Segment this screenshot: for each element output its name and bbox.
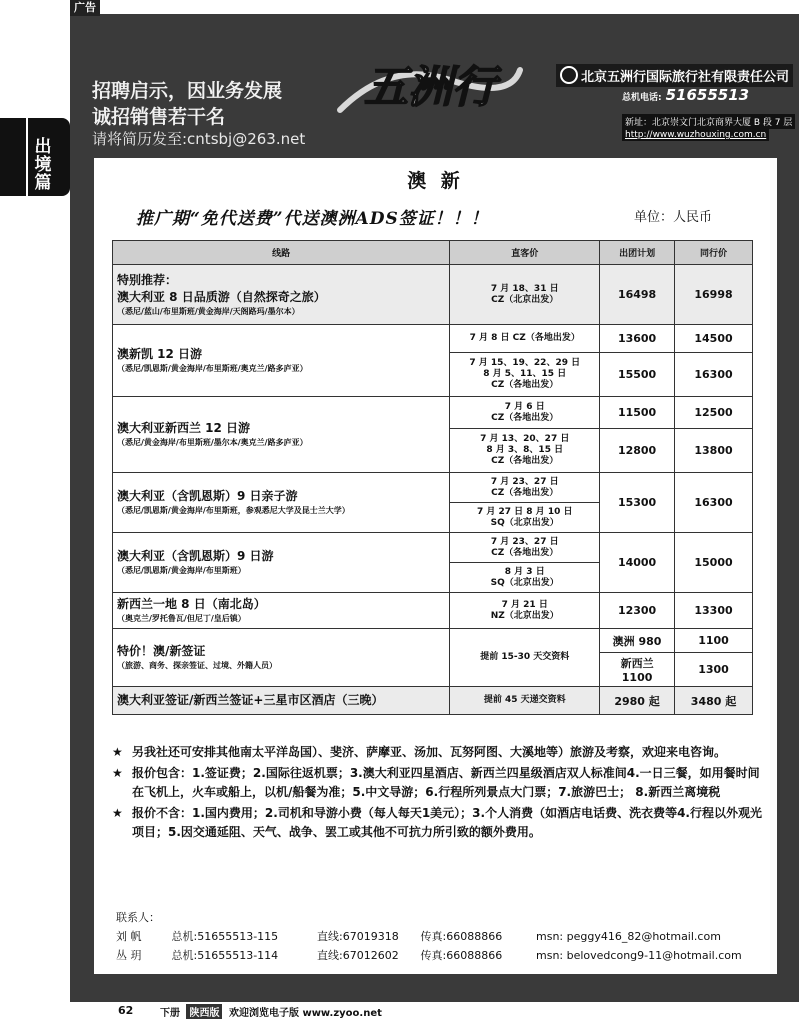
schedule-price: 11500 [600,397,675,429]
contact-fax: 传真:66088866 [420,930,503,943]
trade-price: 1300 [675,653,753,687]
contact-main-phone[interactable]: 总机:51655513-114 [171,949,279,962]
contact-direct-phone[interactable]: 直线:67012602 [317,949,399,962]
note-item [112,764,762,802]
table-row [113,687,753,715]
trade-price: 13800 [675,429,753,473]
side-tab-frame [0,108,28,208]
departure-carrier: SQ（北京出发） [490,577,559,588]
route-cell [113,397,450,473]
departure-cell [450,593,600,629]
route-itinerary: （悉尼/凯恩斯/黄金海岸/布里斯班，参观悉尼大学及昆士兰大学） [117,506,350,515]
route-itinerary: （悉尼/凯恩斯/黄金海岸/布里斯班） [117,566,246,575]
trade-price: 12500 [675,397,753,429]
price-label: 新西兰 [620,657,654,670]
page-number: 62 [118,1004,134,1017]
departure-dates: 7 月 21 日 [501,599,548,610]
route-cell [113,265,450,325]
recruit-line-1: 招聘启示，因业务发展 [92,80,283,102]
col-header-schedule: 出团计划 [600,241,675,265]
route-title: 澳大利亚（含凯恩斯）9 日亲子游 [117,489,298,503]
departure-carrier: NZ（北京出发） [490,610,559,621]
route-itinerary: （悉尼/黄金海岸/布里斯班/墨尔本/奥克兰/路多庐亚） [117,438,308,447]
route-cell [113,533,450,593]
ad-tag: 广告 [70,0,100,16]
departure-dates: 7 月 6 日 [504,401,545,412]
contact-name: 刘 帆 [116,930,142,943]
schedule-price: 15300 [600,473,675,533]
departure-dates: 7 月 15、19、22、29 日 [469,358,581,368]
route-title: 特价！澳/新签证 [117,644,206,658]
contact-msn[interactable]: msn: belovedcong9-11@hotmail.com [536,949,742,962]
table-row [113,473,753,503]
price-value: 1100 [621,671,653,684]
departure-cell: 提前 15-30 天交资料 [450,629,600,687]
table-row [113,533,753,563]
route-cell [113,629,450,687]
route-title: 特别推荐： [117,272,178,287]
schedule-price: 12800 [600,429,675,473]
table-row [113,397,753,429]
table-row [113,593,753,629]
promo-headline: 推广期“免代送费”代送澳洲ADS签证！！！ [136,209,489,229]
departure-carrier: SQ（北京出发） [490,517,559,528]
currency-unit: 单位：人民币 [634,210,713,225]
address: 新址：北京崇文门北京商界大厦 B 段 7 层 [622,114,795,129]
departure-dates: 7 月 18、31 日 [490,283,559,294]
departure-carrier: CZ（各地出发） [491,547,559,558]
contact-row [116,946,742,965]
route-title: 澳新凯 12 日游 [117,347,203,361]
footer-label: 下册 [160,1008,180,1019]
departure-carrier: CZ（各地出发） [491,456,559,466]
departure-cell [450,533,600,563]
section-side-tab [0,118,70,196]
route-cell [113,473,450,533]
star-icon: ★ [112,766,123,780]
table-row [113,325,753,353]
departure-cell: 7 月 8 日 CZ（各地出发） [450,325,600,353]
schedule-price: 13600 [600,325,675,353]
contact-main-phone[interactable]: 总机:51655513-115 [171,930,279,943]
route-itinerary: （奥克兰/罗托鲁瓦/但尼丁/皇后镇） [117,614,246,623]
route-title: 澳大利亚 8 日品质游（自然探奇之旅） [117,289,326,304]
departure-carrier: CZ（北京出发） [491,294,559,305]
contact-msn[interactable]: msn: peggy416_82@hotmail.com [536,930,721,943]
departure-cell [450,473,600,503]
footer-edition-box: 陕西版 [186,1004,222,1019]
col-header-trade-price: 同行价 [675,241,753,265]
schedule-price: 2980 起 [600,687,675,715]
departure-cell: 提前 45 天递交资料 [450,687,600,715]
departure-carrier: CZ（各地出发） [491,412,559,423]
company-name [556,64,793,87]
company-name-text: 北京五洲行国际旅行社有限责任公司 [581,70,790,85]
phone-block [622,86,749,104]
trade-price: 15000 [675,533,753,593]
schedule-price [600,653,675,687]
recruit-line-2: 诚招销售若干名 [92,106,226,128]
table-row [113,265,753,325]
trade-price: 13300 [675,593,753,629]
contacts-label: 联系人： [116,911,160,924]
note-text: 报价不含：1.国内费用；2.司机和导游小费（每人每天1美元）；3.个人消费（如酒店电话费、洗衣费等4.行程以外观光项目；5.因交通延阻、天气、战争、罢工或其他不可抗力所引致的额外费用。 [132,806,762,839]
route-price-table [112,240,753,715]
col-header-retail-price: 直客价 [450,241,600,265]
content-panel [94,158,777,974]
contact-direct-phone[interactable]: 直线:67019318 [317,930,399,943]
destination-title: 澳 新 [407,170,464,192]
col-header-route: 线路 [113,241,450,265]
departure-cell [450,397,600,429]
route-cell [113,593,450,629]
departure-dates: 7 月 23、27 日 [490,536,559,547]
departure-cell [450,503,600,533]
route-itinerary: （悉尼/蓝山/布里斯班/黄金海岸/天阁路玛/墨尔本） [117,306,300,316]
trade-price: 1100 [675,629,753,653]
departure-cell [450,265,600,325]
departure-dates: 8 月 3 日 [504,566,545,577]
trade-price: 16300 [675,473,753,533]
schedule-price: 16498 [600,265,675,325]
contact-fax: 传真:66088866 [420,949,503,962]
website-link[interactable]: http://www.wuzhouxing.com.cn [622,129,769,141]
star-icon: ★ [112,806,123,820]
departure-carrier: CZ（各地出发） [491,380,559,390]
company-logo [330,40,530,130]
route-cell [113,325,450,397]
departure-dates: 7 月 27 日 8 月 10 日 [476,506,573,517]
phone-label: 总机电话: [622,93,662,103]
route-title: 澳大利亚（含凯恩斯）9 日游 [117,549,274,563]
trade-price: 14500 [675,325,753,353]
route-itinerary: （悉尼/凯恩斯/黄金海岸/布里斯班/奥克兰/路多庐亚） [117,364,308,373]
trade-price: 16300 [675,353,753,397]
departure-dates: 7 月 13、20、27 日 [480,434,570,444]
trade-price: 3480 起 [675,687,753,715]
departure-cell [450,353,600,397]
contacts-section [116,908,742,965]
note-item [112,804,762,842]
table-header-row [113,241,753,265]
departure-dates: 8 月 3、8、15 日 [486,445,564,455]
star-icon: ★ [112,745,123,759]
route-itinerary: （旅游、商务、探亲签证、过境、外籍人员） [117,661,277,670]
trade-price: 16998 [675,265,753,325]
notes-section [112,743,762,844]
route-cell [113,687,450,715]
schedule-price: 澳洲 980 [600,629,675,653]
contact-name: 丛 玥 [116,949,142,962]
departure-dates: 7 月 23、27 日 [490,476,559,487]
footer-site[interactable]: 欢迎浏览电子版 www.zyoo.net [228,1008,382,1019]
phone-number[interactable]: 51655513 [665,86,750,104]
logo-text: 五洲行 [364,62,496,113]
departure-cell [450,563,600,593]
route-title: 澳大利亚签证/新西兰签证+三星市区酒店（三晚） [117,693,384,707]
recruit-email[interactable]: 请将简历发至:cntsbj@263.net [92,130,306,148]
contact-row [116,927,742,946]
note-text: 报价包含：1.签证费；2.国际往返机票；3.澳大利亚四星酒店、新西兰四星级酒店双人标准间4.一日三餐，如用餐时间在飞机上，火车或船上，以机/船餐为准；5.中文导游；6.行程所列景点大门票；7.旅游巴士； 8.新西兰离境税 [132,766,760,799]
note-text: 另我社还可安排其他南太平洋岛国）、斐济、萨摩亚、汤加、瓦努阿图、大溪地等）旅游及考察，欢迎来电咨询。 [132,745,727,759]
route-title: 澳大利亚新西兰 12 日游 [117,421,251,435]
company-c-icon [560,66,578,84]
departure-carrier: CZ（各地出发） [491,487,559,498]
departure-dates: 8 月 5、11、15 日 [483,369,567,379]
schedule-price: 15500 [600,353,675,397]
note-item [112,743,762,762]
schedule-price: 12300 [600,593,675,629]
side-tab-label: 出境篇 [34,137,52,193]
route-title: 新西兰一地 8 日（南北岛） [117,597,266,611]
schedule-price: 14000 [600,533,675,593]
departure-cell [450,429,600,473]
table-row [113,629,753,653]
